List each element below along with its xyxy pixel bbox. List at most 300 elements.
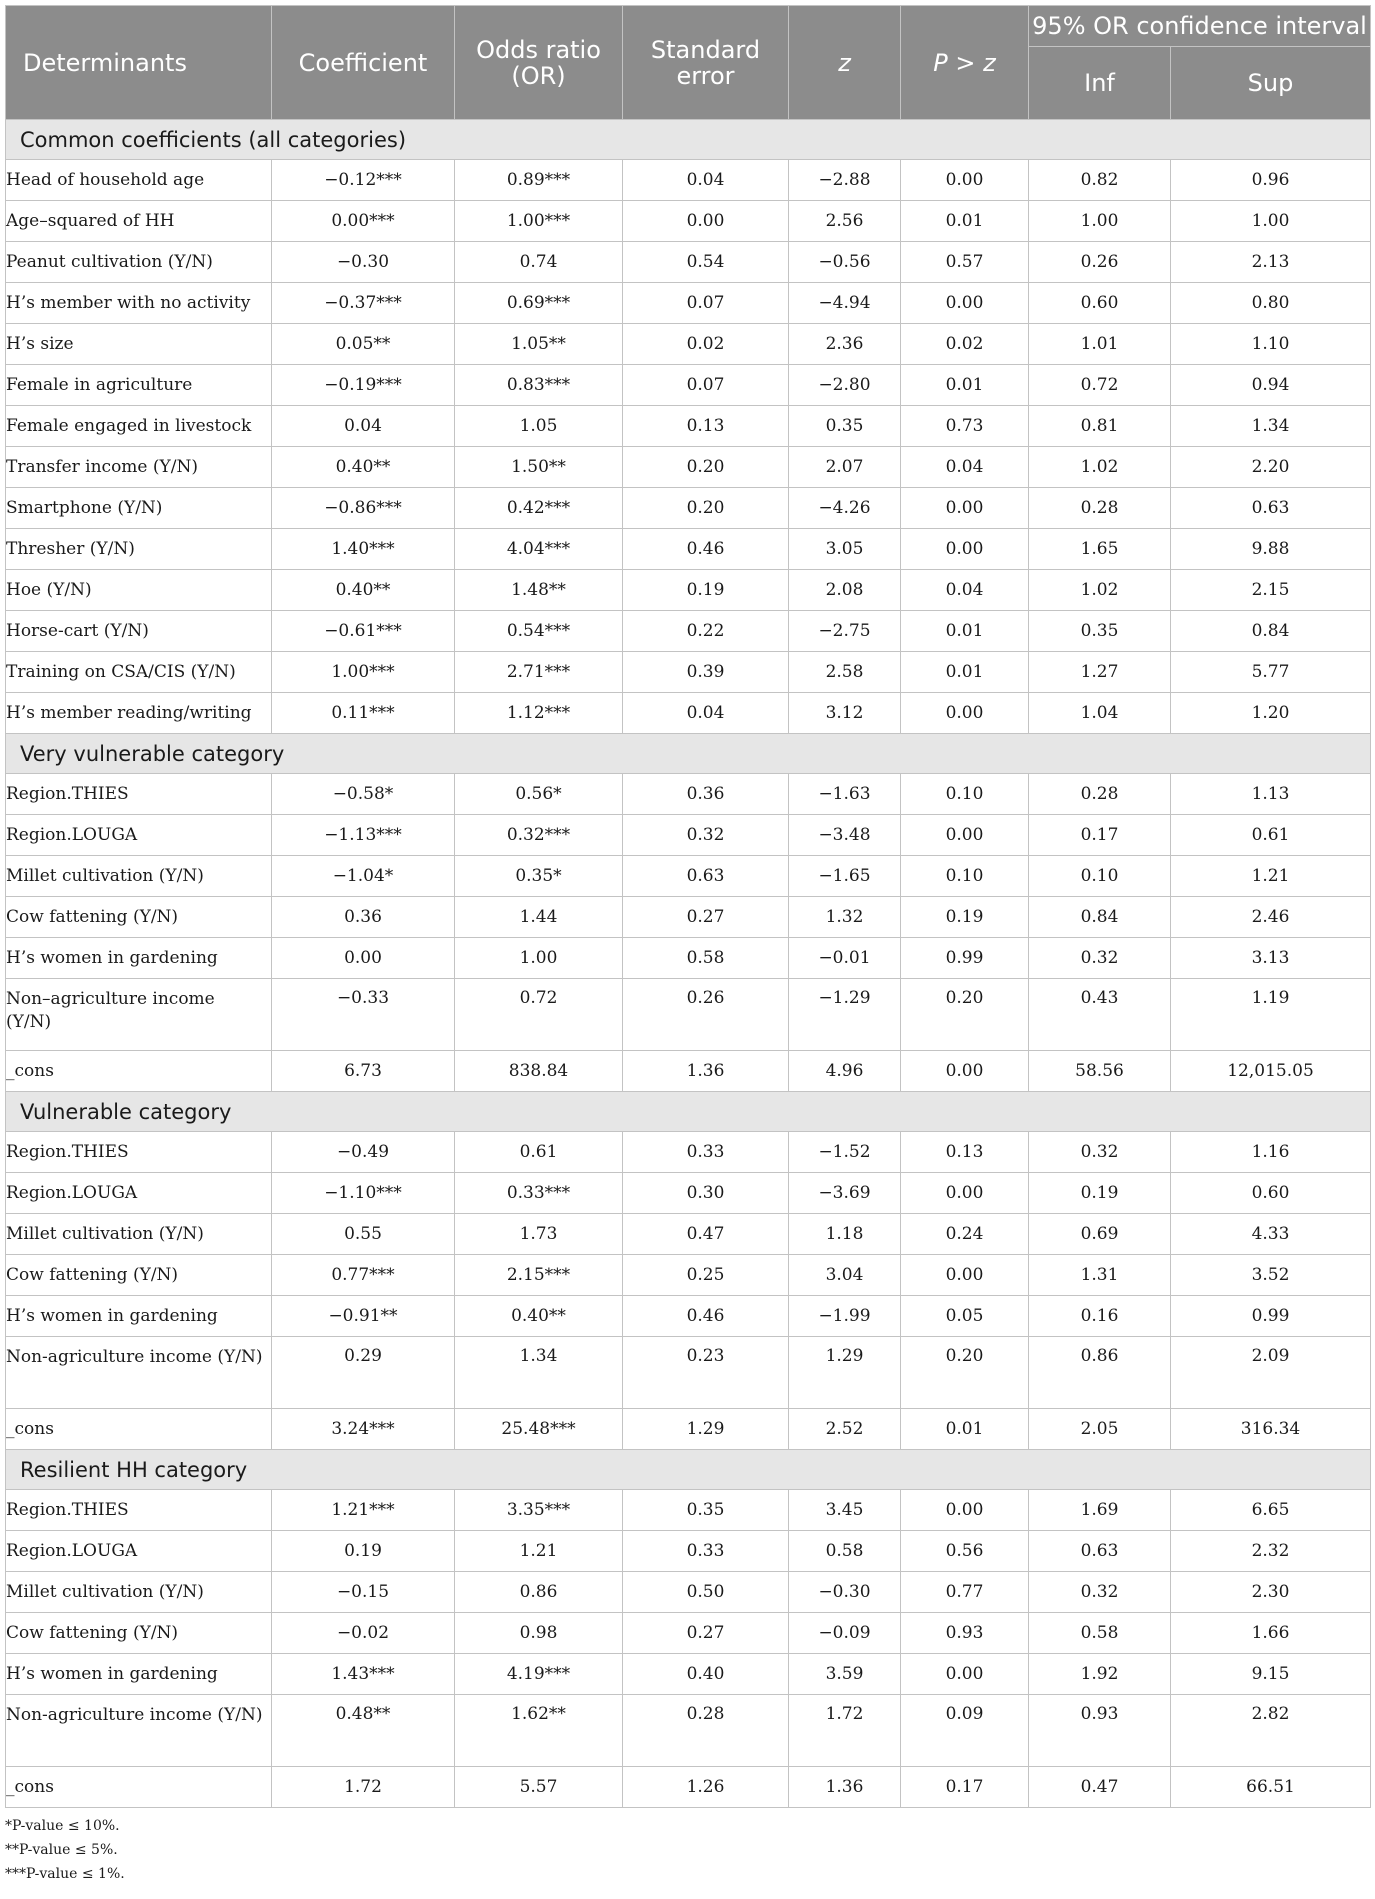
z-value-cell: −0.56 bbox=[789, 242, 901, 283]
p-value-cell: 0.00 bbox=[901, 1255, 1029, 1296]
ci-sup-cell: 9.88 bbox=[1171, 529, 1371, 570]
determinant-label: Region.LOUGA bbox=[6, 1531, 272, 1572]
odds-ratio-cell: 1.12*** bbox=[455, 693, 623, 734]
odds-ratio-cell: 1.73 bbox=[455, 1214, 623, 1255]
determinant-label: H’s women in gardening bbox=[6, 1654, 272, 1695]
z-value-cell: −4.26 bbox=[789, 488, 901, 529]
section-title: Resilient HH category bbox=[6, 1450, 1371, 1490]
coefficient-cell: 0.55 bbox=[272, 1214, 455, 1255]
section-header-row bbox=[6, 1450, 1371, 1490]
determinant-label: Age–squared of HH bbox=[6, 201, 272, 242]
z-value-cell: 3.04 bbox=[789, 1255, 901, 1296]
table-row bbox=[6, 242, 1371, 283]
p-value-cell: 0.19 bbox=[901, 897, 1029, 938]
determinant-label: Millet cultivation (Y/N) bbox=[6, 1214, 272, 1255]
ci-sup-cell: 3.13 bbox=[1171, 938, 1371, 979]
table-row bbox=[6, 1132, 1371, 1173]
ci-inf-cell: 0.17 bbox=[1029, 815, 1171, 856]
table-row bbox=[6, 283, 1371, 324]
coefficient-cell: −0.33 bbox=[272, 979, 455, 1051]
odds-ratio-cell: 3.35*** bbox=[455, 1490, 623, 1531]
determinant-label: Non–agriculture income (Y/N) bbox=[6, 979, 272, 1051]
z-value-cell: −3.48 bbox=[789, 815, 901, 856]
ci-sup-cell: 0.96 bbox=[1171, 160, 1371, 201]
ci-sup-cell: 0.80 bbox=[1171, 283, 1371, 324]
ci-inf-cell: 1.00 bbox=[1029, 201, 1171, 242]
section-title: Vulnerable category bbox=[6, 1092, 1371, 1132]
coefficient-cell: 0.40** bbox=[272, 570, 455, 611]
ci-inf-cell: 1.01 bbox=[1029, 324, 1171, 365]
p-value-cell: 0.17 bbox=[901, 1767, 1029, 1808]
table-row bbox=[6, 1490, 1371, 1531]
coefficient-cell: 0.48** bbox=[272, 1695, 455, 1767]
table-row bbox=[6, 815, 1371, 856]
z-value-cell: 2.36 bbox=[789, 324, 901, 365]
ci-inf-cell: 1.31 bbox=[1029, 1255, 1171, 1296]
standard-error-cell: 0.07 bbox=[623, 365, 789, 406]
odds-ratio-cell: 0.83*** bbox=[455, 365, 623, 406]
p-value-cell: 0.99 bbox=[901, 938, 1029, 979]
table-row bbox=[6, 1051, 1371, 1092]
coefficient-cell: −1.13*** bbox=[272, 815, 455, 856]
coefficient-cell: 0.19 bbox=[272, 1531, 455, 1572]
ci-inf-cell: 1.02 bbox=[1029, 447, 1171, 488]
ci-sup-cell: 0.99 bbox=[1171, 1296, 1371, 1337]
determinant-label: Region.LOUGA bbox=[6, 815, 272, 856]
standard-error-cell: 0.13 bbox=[623, 406, 789, 447]
ci-sup-cell: 0.94 bbox=[1171, 365, 1371, 406]
ci-sup-cell: 2.20 bbox=[1171, 447, 1371, 488]
ci-sup-cell: 1.19 bbox=[1171, 979, 1371, 1051]
p-value-cell: 0.01 bbox=[901, 611, 1029, 652]
z-value-cell: 1.18 bbox=[789, 1214, 901, 1255]
standard-error-cell: 1.26 bbox=[623, 1767, 789, 1808]
table-row bbox=[6, 1654, 1371, 1695]
p-value-cell: 0.01 bbox=[901, 652, 1029, 693]
determinant-label: Transfer income (Y/N) bbox=[6, 447, 272, 488]
p-value-cell: 0.09 bbox=[901, 1695, 1029, 1767]
p-value-cell: 0.10 bbox=[901, 856, 1029, 897]
p-value-cell: 0.20 bbox=[901, 979, 1029, 1051]
header-standard-error-line2: error bbox=[676, 61, 735, 90]
p-value-cell: 0.10 bbox=[901, 774, 1029, 815]
ci-inf-cell: 1.65 bbox=[1029, 529, 1171, 570]
ci-inf-cell: 0.93 bbox=[1029, 1695, 1171, 1767]
determinant-label: Millet cultivation (Y/N) bbox=[6, 1572, 272, 1613]
odds-ratio-cell: 0.42*** bbox=[455, 488, 623, 529]
z-value-cell: 4.96 bbox=[789, 1051, 901, 1092]
odds-ratio-cell: 1.62** bbox=[455, 1695, 623, 1767]
table-row bbox=[6, 938, 1371, 979]
p-value-cell: 0.00 bbox=[901, 815, 1029, 856]
determinant-label: Region.LOUGA bbox=[6, 1173, 272, 1214]
p-value-cell: 0.93 bbox=[901, 1613, 1029, 1654]
odds-ratio-cell: 1.05 bbox=[455, 406, 623, 447]
ci-sup-cell: 5.77 bbox=[1171, 652, 1371, 693]
z-value-cell: 3.59 bbox=[789, 1654, 901, 1695]
coefficient-cell: −0.61*** bbox=[272, 611, 455, 652]
determinant-label: _cons bbox=[6, 1409, 272, 1450]
header-inf: Inf bbox=[1029, 47, 1171, 120]
z-value-cell: 3.12 bbox=[789, 693, 901, 734]
odds-ratio-cell: 2.71*** bbox=[455, 652, 623, 693]
ci-inf-cell: 0.72 bbox=[1029, 365, 1171, 406]
ci-sup-cell: 12,015.05 bbox=[1171, 1051, 1371, 1092]
ci-sup-cell: 2.30 bbox=[1171, 1572, 1371, 1613]
standard-error-cell: 0.30 bbox=[623, 1173, 789, 1214]
header-odds-ratio bbox=[455, 6, 623, 120]
standard-error-cell: 0.28 bbox=[623, 1695, 789, 1767]
table-row bbox=[6, 1531, 1371, 1572]
z-value-cell: −2.88 bbox=[789, 160, 901, 201]
odds-ratio-cell: 1.48** bbox=[455, 570, 623, 611]
determinant-label: Horse-cart (Y/N) bbox=[6, 611, 272, 652]
z-value-cell: −2.75 bbox=[789, 611, 901, 652]
standard-error-cell: 1.36 bbox=[623, 1051, 789, 1092]
table-row bbox=[6, 1337, 1371, 1409]
odds-ratio-cell: 4.19*** bbox=[455, 1654, 623, 1695]
ci-inf-cell: 0.32 bbox=[1029, 1572, 1171, 1613]
coefficient-cell: 6.73 bbox=[272, 1051, 455, 1092]
standard-error-cell: 0.22 bbox=[623, 611, 789, 652]
ci-sup-cell: 1.20 bbox=[1171, 693, 1371, 734]
standard-error-cell: 0.58 bbox=[623, 938, 789, 979]
table-header bbox=[6, 6, 1371, 120]
p-value-cell: 0.01 bbox=[901, 1409, 1029, 1450]
ci-inf-cell: 1.27 bbox=[1029, 652, 1171, 693]
ci-sup-cell: 316.34 bbox=[1171, 1409, 1371, 1450]
standard-error-cell: 0.27 bbox=[623, 1613, 789, 1654]
coefficient-cell: 1.72 bbox=[272, 1767, 455, 1808]
odds-ratio-cell: 0.72 bbox=[455, 979, 623, 1051]
coefficient-cell: 1.43*** bbox=[272, 1654, 455, 1695]
section-title: Common coefficients (all categories) bbox=[6, 120, 1371, 160]
determinant-label: _cons bbox=[6, 1051, 272, 1092]
ci-sup-cell: 66.51 bbox=[1171, 1767, 1371, 1808]
standard-error-cell: 0.32 bbox=[623, 815, 789, 856]
p-value-cell: 0.00 bbox=[901, 693, 1029, 734]
p-value-cell: 0.00 bbox=[901, 283, 1029, 324]
odds-ratio-cell: 0.61 bbox=[455, 1132, 623, 1173]
coefficient-cell: 0.05** bbox=[272, 324, 455, 365]
header-odds-ratio-line2: (OR) bbox=[511, 61, 566, 90]
table-row bbox=[6, 324, 1371, 365]
odds-ratio-cell: 0.32*** bbox=[455, 815, 623, 856]
regression-table-container bbox=[5, 5, 1370, 1886]
ci-inf-cell: 2.05 bbox=[1029, 1409, 1171, 1450]
section-title: Very vulnerable category bbox=[6, 734, 1371, 774]
p-value-cell: 0.00 bbox=[901, 1490, 1029, 1531]
ci-inf-cell: 1.02 bbox=[1029, 570, 1171, 611]
z-value-cell: 3.45 bbox=[789, 1490, 901, 1531]
ci-sup-cell: 1.16 bbox=[1171, 1132, 1371, 1173]
p-value-cell: 0.20 bbox=[901, 1337, 1029, 1409]
p-value-cell: 0.04 bbox=[901, 447, 1029, 488]
determinant-label: Head of household age bbox=[6, 160, 272, 201]
determinant-label: Training on CSA/CIS (Y/N) bbox=[6, 652, 272, 693]
ci-inf-cell: 0.69 bbox=[1029, 1214, 1171, 1255]
odds-ratio-cell: 1.34 bbox=[455, 1337, 623, 1409]
odds-ratio-cell: 25.48*** bbox=[455, 1409, 623, 1450]
p-value-cell: 0.73 bbox=[901, 406, 1029, 447]
odds-ratio-cell: 0.33*** bbox=[455, 1173, 623, 1214]
coefficient-cell: −0.19*** bbox=[272, 365, 455, 406]
ci-sup-cell: 4.33 bbox=[1171, 1214, 1371, 1255]
section-header-row bbox=[6, 734, 1371, 774]
z-value-cell: 1.36 bbox=[789, 1767, 901, 1808]
ci-sup-cell: 2.09 bbox=[1171, 1337, 1371, 1409]
table-row bbox=[6, 1214, 1371, 1255]
ci-sup-cell: 2.32 bbox=[1171, 1531, 1371, 1572]
z-value-cell: −4.94 bbox=[789, 283, 901, 324]
header-odds-ratio-line1: Odds ratio bbox=[476, 35, 601, 64]
coefficient-cell: 0.29 bbox=[272, 1337, 455, 1409]
odds-ratio-cell: 0.56* bbox=[455, 774, 623, 815]
coefficient-cell: 0.40** bbox=[272, 447, 455, 488]
ci-inf-cell: 0.26 bbox=[1029, 242, 1171, 283]
table-row bbox=[6, 856, 1371, 897]
odds-ratio-cell: 4.04*** bbox=[455, 529, 623, 570]
standard-error-cell: 0.25 bbox=[623, 1255, 789, 1296]
standard-error-cell: 0.46 bbox=[623, 529, 789, 570]
table-row bbox=[6, 1296, 1371, 1337]
odds-ratio-cell: 2.15*** bbox=[455, 1255, 623, 1296]
ci-inf-cell: 0.28 bbox=[1029, 488, 1171, 529]
coefficient-cell: −0.37*** bbox=[272, 283, 455, 324]
z-value-cell: 0.35 bbox=[789, 406, 901, 447]
z-value-cell: −1.99 bbox=[789, 1296, 901, 1337]
table-body bbox=[6, 120, 1371, 1808]
ci-inf-cell: 0.82 bbox=[1029, 160, 1171, 201]
standard-error-cell: 0.04 bbox=[623, 160, 789, 201]
standard-error-cell: 0.35 bbox=[623, 1490, 789, 1531]
ci-sup-cell: 9.15 bbox=[1171, 1654, 1371, 1695]
z-value-cell: 2.07 bbox=[789, 447, 901, 488]
standard-error-cell: 0.04 bbox=[623, 693, 789, 734]
standard-error-cell: 0.54 bbox=[623, 242, 789, 283]
z-value-cell: −2.80 bbox=[789, 365, 901, 406]
coefficient-cell: 0.00 bbox=[272, 938, 455, 979]
z-value-cell: 1.29 bbox=[789, 1337, 901, 1409]
table-row bbox=[6, 611, 1371, 652]
table-row bbox=[6, 1255, 1371, 1296]
z-value-cell: 2.56 bbox=[789, 201, 901, 242]
ci-sup-cell: 0.61 bbox=[1171, 815, 1371, 856]
standard-error-cell: 0.33 bbox=[623, 1132, 789, 1173]
p-value-cell: 0.05 bbox=[901, 1296, 1029, 1337]
ci-sup-cell: 2.46 bbox=[1171, 897, 1371, 938]
ci-inf-cell: 0.47 bbox=[1029, 1767, 1171, 1808]
z-value-cell: 2.58 bbox=[789, 652, 901, 693]
odds-ratio-cell: 0.74 bbox=[455, 242, 623, 283]
ci-inf-cell: 0.63 bbox=[1029, 1531, 1171, 1572]
standard-error-cell: 0.23 bbox=[623, 1337, 789, 1409]
ci-inf-cell: 0.19 bbox=[1029, 1173, 1171, 1214]
odds-ratio-cell: 1.00 bbox=[455, 938, 623, 979]
coefficient-cell: −0.12*** bbox=[272, 160, 455, 201]
regression-table bbox=[5, 5, 1371, 1808]
ci-sup-cell: 6.65 bbox=[1171, 1490, 1371, 1531]
p-value-cell: 0.00 bbox=[901, 488, 1029, 529]
z-value-cell: 2.08 bbox=[789, 570, 901, 611]
header-z: z bbox=[789, 6, 901, 120]
table-row bbox=[6, 1572, 1371, 1613]
coefficient-cell: −0.30 bbox=[272, 242, 455, 283]
odds-ratio-cell: 1.44 bbox=[455, 897, 623, 938]
standard-error-cell: 0.46 bbox=[623, 1296, 789, 1337]
ci-sup-cell: 3.52 bbox=[1171, 1255, 1371, 1296]
determinant-label: Female engaged in livestock bbox=[6, 406, 272, 447]
table-row bbox=[6, 488, 1371, 529]
z-value-cell: 1.72 bbox=[789, 1695, 901, 1767]
ci-sup-cell: 2.15 bbox=[1171, 570, 1371, 611]
ci-inf-cell: 0.32 bbox=[1029, 1132, 1171, 1173]
odds-ratio-cell: 5.57 bbox=[455, 1767, 623, 1808]
p-value-cell: 0.00 bbox=[901, 529, 1029, 570]
determinant-label: Hoe (Y/N) bbox=[6, 570, 272, 611]
table-row bbox=[6, 1409, 1371, 1450]
standard-error-cell: 0.39 bbox=[623, 652, 789, 693]
ci-sup-cell: 2.82 bbox=[1171, 1695, 1371, 1767]
standard-error-cell: 0.27 bbox=[623, 897, 789, 938]
z-value-cell: 0.58 bbox=[789, 1531, 901, 1572]
ci-inf-cell: 0.86 bbox=[1029, 1337, 1171, 1409]
determinant-label: Cow fattening (Y/N) bbox=[6, 1613, 272, 1654]
determinant-label: Millet cultivation (Y/N) bbox=[6, 856, 272, 897]
z-value-cell: −0.09 bbox=[789, 1613, 901, 1654]
ci-inf-cell: 1.69 bbox=[1029, 1490, 1171, 1531]
ci-inf-cell: 0.84 bbox=[1029, 897, 1171, 938]
determinant-label: Region.THIES bbox=[6, 1132, 272, 1173]
table-row bbox=[6, 1695, 1371, 1767]
z-value-cell: −1.52 bbox=[789, 1132, 901, 1173]
z-value-cell: −3.69 bbox=[789, 1173, 901, 1214]
p-value-cell: 0.01 bbox=[901, 365, 1029, 406]
coefficient-cell: 3.24*** bbox=[272, 1409, 455, 1450]
odds-ratio-cell: 0.86 bbox=[455, 1572, 623, 1613]
standard-error-cell: 0.33 bbox=[623, 1531, 789, 1572]
coefficient-cell: 1.40*** bbox=[272, 529, 455, 570]
table-row bbox=[6, 693, 1371, 734]
ci-inf-cell: 0.35 bbox=[1029, 611, 1171, 652]
table-row bbox=[6, 365, 1371, 406]
ci-inf-cell: 0.60 bbox=[1029, 283, 1171, 324]
z-value-cell: 1.32 bbox=[789, 897, 901, 938]
standard-error-cell: 0.40 bbox=[623, 1654, 789, 1695]
ci-inf-cell: 0.58 bbox=[1029, 1613, 1171, 1654]
odds-ratio-cell: 838.84 bbox=[455, 1051, 623, 1092]
table-row bbox=[6, 529, 1371, 570]
odds-ratio-cell: 1.50** bbox=[455, 447, 623, 488]
determinant-label: Peanut cultivation (Y/N) bbox=[6, 242, 272, 283]
ci-inf-cell: 1.04 bbox=[1029, 693, 1171, 734]
ci-sup-cell: 1.10 bbox=[1171, 324, 1371, 365]
z-value-cell: −1.63 bbox=[789, 774, 901, 815]
ci-sup-cell: 0.63 bbox=[1171, 488, 1371, 529]
coefficient-cell: 0.11*** bbox=[272, 693, 455, 734]
determinant-label: Female in agriculture bbox=[6, 365, 272, 406]
z-value-cell: 2.52 bbox=[789, 1409, 901, 1450]
table-row bbox=[6, 774, 1371, 815]
p-value-cell: 0.00 bbox=[901, 1173, 1029, 1214]
ci-sup-cell: 1.66 bbox=[1171, 1613, 1371, 1654]
ci-sup-cell: 1.13 bbox=[1171, 774, 1371, 815]
determinant-label: Region.THIES bbox=[6, 774, 272, 815]
z-value-cell: −1.65 bbox=[789, 856, 901, 897]
p-value-cell: 0.00 bbox=[901, 1654, 1029, 1695]
standard-error-cell: 0.26 bbox=[623, 979, 789, 1051]
header-p-value: P > z bbox=[901, 6, 1029, 120]
determinant-label: Non-agriculture income (Y/N) bbox=[6, 1695, 272, 1767]
ci-sup-cell: 0.84 bbox=[1171, 611, 1371, 652]
p-value-cell: 0.24 bbox=[901, 1214, 1029, 1255]
footnote-10pct: *P-value ≤ 10%. bbox=[5, 1818, 120, 1834]
ci-inf-cell: 58.56 bbox=[1029, 1051, 1171, 1092]
coefficient-cell: 0.77*** bbox=[272, 1255, 455, 1296]
standard-error-cell: 0.47 bbox=[623, 1214, 789, 1255]
ci-sup-cell: 1.00 bbox=[1171, 201, 1371, 242]
standard-error-cell: 0.36 bbox=[623, 774, 789, 815]
header-coefficient: Coefficient bbox=[272, 6, 455, 120]
determinant-label: Non-agriculture income (Y/N) bbox=[6, 1337, 272, 1409]
determinant-label: Smartphone (Y/N) bbox=[6, 488, 272, 529]
z-value-cell: 3.05 bbox=[789, 529, 901, 570]
odds-ratio-cell: 0.54*** bbox=[455, 611, 623, 652]
header-standard-error bbox=[623, 6, 789, 120]
determinant-label: H’s member with no activity bbox=[6, 283, 272, 324]
determinant-label: Region.THIES bbox=[6, 1490, 272, 1531]
determinant-label: H’s size bbox=[6, 324, 272, 365]
p-value-cell: 0.01 bbox=[901, 201, 1029, 242]
section-header-row bbox=[6, 1092, 1371, 1132]
standard-error-cell: 0.07 bbox=[623, 283, 789, 324]
section-header-row bbox=[6, 120, 1371, 160]
coefficient-cell: 0.00*** bbox=[272, 201, 455, 242]
odds-ratio-cell: 0.40** bbox=[455, 1296, 623, 1337]
table-row bbox=[6, 1173, 1371, 1214]
header-sup: Sup bbox=[1171, 47, 1371, 120]
coefficient-cell: 1.00*** bbox=[272, 652, 455, 693]
standard-error-cell: 0.50 bbox=[623, 1572, 789, 1613]
coefficient-cell: −0.91** bbox=[272, 1296, 455, 1337]
odds-ratio-cell: 0.89*** bbox=[455, 160, 623, 201]
ci-inf-cell: 1.92 bbox=[1029, 1654, 1171, 1695]
p-value-cell: 0.02 bbox=[901, 324, 1029, 365]
footnote-5pct: **P-value ≤ 5%. bbox=[5, 1842, 118, 1858]
determinant-label: Thresher (Y/N) bbox=[6, 529, 272, 570]
z-value-cell: −1.29 bbox=[789, 979, 901, 1051]
z-value-cell: −0.01 bbox=[789, 938, 901, 979]
odds-ratio-cell: 1.00*** bbox=[455, 201, 623, 242]
p-value-cell: 0.57 bbox=[901, 242, 1029, 283]
standard-error-cell: 0.63 bbox=[623, 856, 789, 897]
p-value-cell: 0.77 bbox=[901, 1572, 1029, 1613]
determinant-label: H’s member reading/writing bbox=[6, 693, 272, 734]
footnotes bbox=[5, 1814, 1370, 1886]
standard-error-cell: 0.20 bbox=[623, 447, 789, 488]
table-row bbox=[6, 160, 1371, 201]
header-ci-group: 95% OR confidence interval bbox=[1029, 6, 1371, 47]
header-standard-error-line1: Standard bbox=[650, 35, 761, 64]
determinant-label: Cow fattening (Y/N) bbox=[6, 897, 272, 938]
odds-ratio-cell: 0.69*** bbox=[455, 283, 623, 324]
odds-ratio-cell: 0.35* bbox=[455, 856, 623, 897]
coefficient-cell: −1.10*** bbox=[272, 1173, 455, 1214]
ci-inf-cell: 0.81 bbox=[1029, 406, 1171, 447]
ci-inf-cell: 0.10 bbox=[1029, 856, 1171, 897]
coefficient-cell: −0.49 bbox=[272, 1132, 455, 1173]
ci-inf-cell: 0.16 bbox=[1029, 1296, 1171, 1337]
